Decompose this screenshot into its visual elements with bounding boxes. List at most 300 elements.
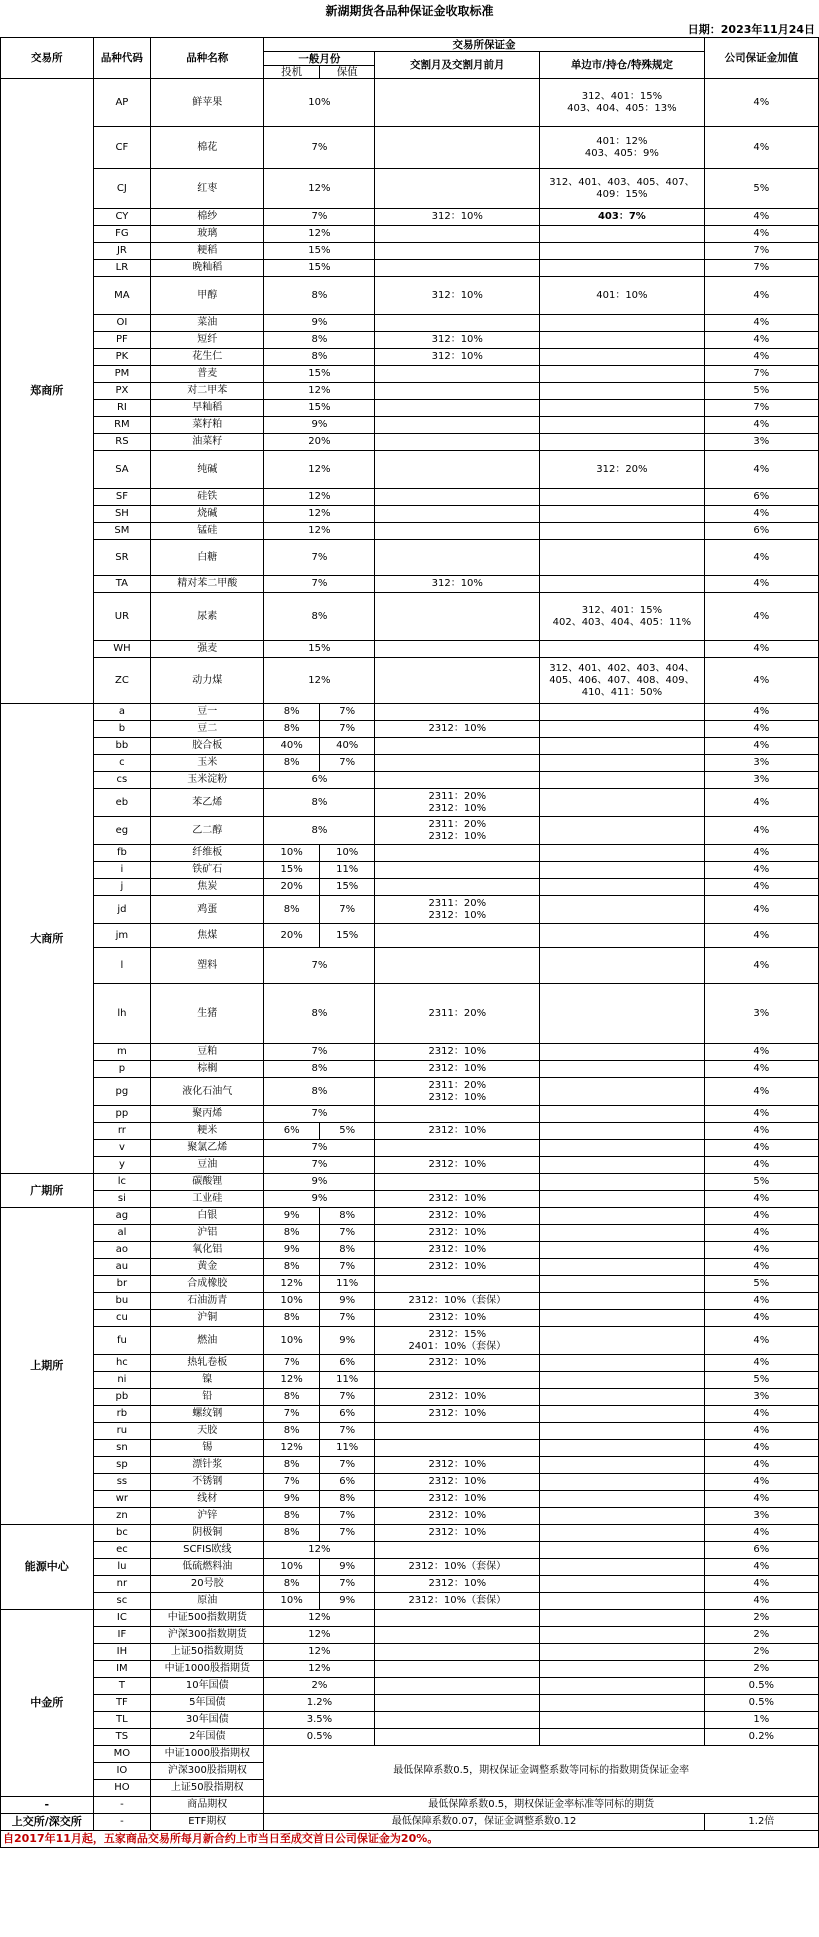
company-add-cell: 7%: [704, 260, 818, 277]
table-row: [1, 1559, 819, 1576]
spec-margin-cell: 7%: [264, 1474, 320, 1491]
code-cell: j: [93, 879, 151, 896]
delivery-margin-cell: [375, 434, 540, 451]
code-cell: ec: [93, 1542, 151, 1559]
table-row: [1, 789, 819, 817]
delivery-margin-cell: [375, 879, 540, 896]
table-row: [1, 1406, 819, 1423]
name-cell: 纤维板: [151, 845, 264, 862]
code-cell: jm: [93, 924, 151, 948]
company-add-cell: 2%: [704, 1627, 818, 1644]
delivery-margin-cell: [375, 506, 540, 523]
company-add-cell: 2%: [704, 1644, 818, 1661]
spec-margin-cell: 8%: [264, 1576, 320, 1593]
company-add-cell: 0.5%: [704, 1678, 818, 1695]
table-row: [1, 1106, 819, 1123]
table-row: [1, 1157, 819, 1174]
spec-margin-cell: 8%: [264, 704, 320, 721]
delivery-margin-cell: [375, 1276, 540, 1293]
company-add-cell: 4%: [704, 1491, 818, 1508]
code-cell: br: [93, 1276, 151, 1293]
general-margin-cell: 12%: [264, 451, 375, 489]
delivery-margin-cell: [375, 948, 540, 984]
name-cell: 塑料: [151, 948, 264, 984]
special-rule-cell: [540, 332, 705, 349]
code-cell: v: [93, 1140, 151, 1157]
company-add-cell: 5%: [704, 1276, 818, 1293]
name-cell: 天胶: [151, 1423, 264, 1440]
spec-margin-cell: 20%: [264, 879, 320, 896]
general-margin-cell: 8%: [264, 593, 375, 641]
name-cell: 白银: [151, 1208, 264, 1225]
general-margin-cell: 12%: [264, 1542, 375, 1559]
code-cell: MA: [93, 277, 151, 315]
code-cell: PX: [93, 383, 151, 400]
code-cell: TL: [93, 1712, 151, 1729]
table-row: [1, 1355, 819, 1372]
option-note-cell: 最低保障系数0.5，期权保证金率标准等同标的期货: [264, 1797, 819, 1814]
code-cell: bc: [93, 1525, 151, 1542]
delivery-margin-cell: 312：10%: [375, 576, 540, 593]
spec-margin-cell: 8%: [264, 1310, 320, 1327]
delivery-margin-cell: [375, 1542, 540, 1559]
code-cell: IF: [93, 1627, 151, 1644]
table-row: [1, 383, 819, 400]
general-margin-cell: 6%: [264, 772, 375, 789]
spec-margin-cell: 20%: [264, 924, 320, 948]
delivery-margin-cell: 2312：10%（套保）: [375, 1293, 540, 1310]
name-cell: 粳米: [151, 1123, 264, 1140]
delivery-margin-cell: [375, 523, 540, 540]
table-row: [1, 1174, 819, 1191]
table-row: [1, 1327, 819, 1355]
name-cell: 纯碱: [151, 451, 264, 489]
special-rule-cell: [540, 434, 705, 451]
table-row: [1, 1627, 819, 1644]
col-exchange: 交易所: [1, 38, 94, 79]
hedge-margin-cell: 7%: [319, 1259, 375, 1276]
general-margin-cell: 12%: [264, 658, 375, 704]
table-row: [1, 400, 819, 417]
code-cell: -: [93, 1797, 151, 1814]
special-rule-cell: [540, 1457, 705, 1474]
name-cell: 油菜籽: [151, 434, 264, 451]
general-margin-cell: 7%: [264, 948, 375, 984]
company-add-cell: 4%: [704, 1157, 818, 1174]
table-row: [1, 1525, 819, 1542]
special-rule-cell: [540, 1423, 705, 1440]
spec-margin-cell: 8%: [264, 1423, 320, 1440]
name-cell: 玉米淀粉: [151, 772, 264, 789]
special-rule-cell: 312、401：15% 402、403、404、405：11%: [540, 593, 705, 641]
delivery-margin-cell: 2312：10%: [375, 1406, 540, 1423]
general-margin-cell: 7%: [264, 1106, 375, 1123]
name-cell: 石油沥青: [151, 1293, 264, 1310]
name-cell: 短纤: [151, 332, 264, 349]
company-add-cell: 4%: [704, 1474, 818, 1491]
table-row: [1, 641, 819, 658]
company-add-cell: 4%: [704, 1576, 818, 1593]
spec-margin-cell: 12%: [264, 1276, 320, 1293]
table-row: [1, 523, 819, 540]
hedge-margin-cell: 9%: [319, 1559, 375, 1576]
spec-margin-cell: 8%: [264, 1389, 320, 1406]
table-row: [1, 127, 819, 169]
report-date: 日期：2023年11月24日: [687, 23, 815, 36]
delivery-margin-cell: [375, 1610, 540, 1627]
table-row: [1, 738, 819, 755]
name-cell: 铁矿石: [151, 862, 264, 879]
delivery-margin-cell: [375, 243, 540, 260]
code-cell: sp: [93, 1457, 151, 1474]
special-rule-cell: [540, 383, 705, 400]
delivery-margin-cell: 312：10%: [375, 277, 540, 315]
general-margin-cell: 7%: [264, 576, 375, 593]
special-rule-cell: [540, 1242, 705, 1259]
table-row: [1, 277, 819, 315]
code-cell: l: [93, 948, 151, 984]
col-delivery: 交割月及交割月前月: [375, 52, 540, 79]
delivery-margin-cell: 2312：15% 2401：10%（套保）: [375, 1327, 540, 1355]
delivery-margin-cell: 312：10%: [375, 332, 540, 349]
code-cell: rr: [93, 1123, 151, 1140]
delivery-margin-cell: [375, 1729, 540, 1746]
name-cell: 中证1000股指期货: [151, 1661, 264, 1678]
col-unilateral: 单边市/持仓/特殊规定: [540, 52, 705, 79]
general-margin-cell: 12%: [264, 1644, 375, 1661]
table-row: [1, 1044, 819, 1061]
company-add-cell: 4%: [704, 817, 818, 845]
hedge-margin-cell: 6%: [319, 1406, 375, 1423]
code-cell: c: [93, 755, 151, 772]
special-rule-cell: [540, 1474, 705, 1491]
delivery-margin-cell: [375, 400, 540, 417]
code-cell: IM: [93, 1661, 151, 1678]
spec-margin-cell: 10%: [264, 1327, 320, 1355]
general-margin-cell: 12%: [264, 383, 375, 400]
table-row: [1, 1389, 819, 1406]
special-rule-cell: [540, 1276, 705, 1293]
delivery-margin-cell: 2311：20% 2312：10%: [375, 896, 540, 924]
spec-margin-cell: 8%: [264, 1457, 320, 1474]
delivery-margin-cell: 2312：10%: [375, 1474, 540, 1491]
name-cell: ETF期权: [151, 1814, 264, 1831]
hedge-margin-cell: 7%: [319, 1310, 375, 1327]
name-cell: 不锈钢: [151, 1474, 264, 1491]
special-rule-cell: [540, 1389, 705, 1406]
code-cell: bb: [93, 738, 151, 755]
special-rule-cell: [540, 862, 705, 879]
table-row: [1, 1797, 819, 1814]
table-row: [1, 1814, 819, 1831]
name-cell: 上证50指数期货: [151, 1644, 264, 1661]
name-cell: 鲜苹果: [151, 79, 264, 127]
table-row: [1, 417, 819, 434]
company-add-cell: 4%: [704, 1044, 818, 1061]
company-add-cell: 4%: [704, 1593, 818, 1610]
special-rule-cell: [540, 755, 705, 772]
table-row: [1, 1440, 819, 1457]
name-cell: 鸡蛋: [151, 896, 264, 924]
name-cell: 燃油: [151, 1327, 264, 1355]
hedge-margin-cell: 7%: [319, 1225, 375, 1242]
table-row: [1, 576, 819, 593]
special-rule-cell: [540, 704, 705, 721]
name-cell: 上证50股指期权: [151, 1780, 264, 1797]
special-rule-cell: [540, 1508, 705, 1525]
general-margin-cell: 9%: [264, 315, 375, 332]
special-rule-cell: [540, 1174, 705, 1191]
delivery-margin-cell: [375, 755, 540, 772]
company-add-cell: 4%: [704, 1259, 818, 1276]
delivery-margin-cell: [375, 489, 540, 506]
special-rule-cell: [540, 1525, 705, 1542]
table-row: [1, 658, 819, 704]
delivery-margin-cell: [375, 1106, 540, 1123]
hedge-margin-cell: 7%: [319, 1457, 375, 1474]
code-cell: sn: [93, 1440, 151, 1457]
spec-margin-cell: 40%: [264, 738, 320, 755]
code-cell: JR: [93, 243, 151, 260]
special-rule-cell: [540, 1610, 705, 1627]
special-rule-cell: [540, 506, 705, 523]
code-cell: au: [93, 1259, 151, 1276]
code-cell: TF: [93, 1695, 151, 1712]
table-row: [1, 1140, 819, 1157]
table-row: [1, 1061, 819, 1078]
spec-margin-cell: 7%: [264, 1406, 320, 1423]
special-rule-cell: 312、401：15% 403、404、405：13%: [540, 79, 705, 127]
company-add-cell: 4%: [704, 1242, 818, 1259]
code-cell: FG: [93, 226, 151, 243]
company-add-cell: 4%: [704, 658, 818, 704]
company-add-cell: 4%: [704, 417, 818, 434]
spec-margin-cell: 6%: [264, 1123, 320, 1140]
special-rule-cell: [540, 1310, 705, 1327]
code-cell: RI: [93, 400, 151, 417]
special-rule-cell: [540, 1044, 705, 1061]
name-cell: 沪铝: [151, 1225, 264, 1242]
general-margin-cell: 9%: [264, 1174, 375, 1191]
general-margin-cell: 3.5%: [264, 1712, 375, 1729]
spec-margin-cell: 10%: [264, 1593, 320, 1610]
code-cell: OI: [93, 315, 151, 332]
table-row: [1, 1191, 819, 1208]
col-name: 品种名称: [151, 38, 264, 79]
general-margin-cell: 15%: [264, 260, 375, 277]
special-rule-cell: [540, 1061, 705, 1078]
special-rule-cell: [540, 366, 705, 383]
general-margin-cell: 8%: [264, 817, 375, 845]
name-cell: 锰硅: [151, 523, 264, 540]
table-row: [1, 332, 819, 349]
code-cell: pb: [93, 1389, 151, 1406]
company-add-cell: 2%: [704, 1661, 818, 1678]
delivery-margin-cell: 312：10%: [375, 209, 540, 226]
special-rule-cell: [540, 984, 705, 1044]
company-add-cell: 4%: [704, 845, 818, 862]
code-cell: SR: [93, 540, 151, 576]
table-row: [1, 1695, 819, 1712]
name-cell: 10年国债: [151, 1678, 264, 1695]
company-add-cell: 3%: [704, 1389, 818, 1406]
code-cell: b: [93, 721, 151, 738]
name-cell: SCFIS欧线: [151, 1542, 264, 1559]
name-cell: 黄金: [151, 1259, 264, 1276]
delivery-margin-cell: 2312：10%（套保）: [375, 1593, 540, 1610]
spec-margin-cell: 8%: [264, 755, 320, 772]
table-row: [1, 540, 819, 576]
exchange-cell: 能源中心: [1, 1525, 94, 1610]
table-row: [1, 1491, 819, 1508]
delivery-margin-cell: [375, 260, 540, 277]
name-cell: 工业硅: [151, 1191, 264, 1208]
special-rule-cell: [540, 1157, 705, 1174]
code-cell: WH: [93, 641, 151, 658]
name-cell: 沪锌: [151, 1508, 264, 1525]
name-cell: 玉米: [151, 755, 264, 772]
hedge-margin-cell: 6%: [319, 1355, 375, 1372]
table-row: [1, 948, 819, 984]
delivery-margin-cell: [375, 1440, 540, 1457]
name-cell: 豆粕: [151, 1044, 264, 1061]
delivery-margin-cell: [375, 1627, 540, 1644]
name-cell: 液化石油气: [151, 1078, 264, 1106]
table-row: [1, 704, 819, 721]
delivery-margin-cell: [375, 1661, 540, 1678]
name-cell: 低硫燃料油: [151, 1559, 264, 1576]
name-cell: 热轧卷板: [151, 1355, 264, 1372]
special-rule-cell: 312、401、402、403、404、 405、406、407、408、409、 410、411：50%: [540, 658, 705, 704]
code-cell: PF: [93, 332, 151, 349]
exchange-cell: 上交所/深交所: [1, 1814, 94, 1831]
spec-margin-cell: 10%: [264, 1293, 320, 1310]
table-row: [1, 1310, 819, 1327]
table-row: [1, 1372, 819, 1389]
col-company-add: 公司保证金加值: [704, 38, 818, 79]
code-cell: si: [93, 1191, 151, 1208]
name-cell: 强麦: [151, 641, 264, 658]
special-rule-cell: [540, 576, 705, 593]
company-add-cell: 1%: [704, 1712, 818, 1729]
table-row: [1, 366, 819, 383]
company-add-cell: 4%: [704, 896, 818, 924]
general-margin-cell: 8%: [264, 789, 375, 817]
delivery-margin-cell: [375, 1712, 540, 1729]
special-rule-cell: [540, 1593, 705, 1610]
code-cell: HO: [93, 1780, 151, 1797]
name-cell: 螺纹钢: [151, 1406, 264, 1423]
table-row: [1, 1644, 819, 1661]
table-row: [1, 817, 819, 845]
code-cell: al: [93, 1225, 151, 1242]
spec-margin-cell: 7%: [264, 1355, 320, 1372]
special-rule-cell: [540, 1576, 705, 1593]
general-margin-cell: 12%: [264, 489, 375, 506]
code-cell: y: [93, 1157, 151, 1174]
col-exchange-margin: 交易所保证金: [264, 38, 704, 52]
delivery-margin-cell: 2311：20%: [375, 984, 540, 1044]
special-rule-cell: [540, 1542, 705, 1559]
company-add-cell: 5%: [704, 1174, 818, 1191]
code-cell: UR: [93, 593, 151, 641]
delivery-margin-cell: 2312：10%: [375, 1310, 540, 1327]
general-margin-cell: 8%: [264, 332, 375, 349]
code-cell: ru: [93, 1423, 151, 1440]
code-cell: SM: [93, 523, 151, 540]
hedge-margin-cell: 8%: [319, 1491, 375, 1508]
special-rule-cell: [540, 1678, 705, 1695]
company-add-cell: 4%: [704, 924, 818, 948]
delivery-margin-cell: 2312：10%: [375, 1508, 540, 1525]
table-row: [1, 1474, 819, 1491]
special-rule-cell: [540, 1225, 705, 1242]
hedge-margin-cell: 40%: [319, 738, 375, 755]
spec-margin-cell: 9%: [264, 1491, 320, 1508]
name-cell: 精对苯二甲酸: [151, 576, 264, 593]
spec-margin-cell: 10%: [264, 1559, 320, 1576]
company-add-cell: 4%: [704, 593, 818, 641]
table-row: [1, 1729, 819, 1746]
general-margin-cell: 12%: [264, 506, 375, 523]
company-add-cell: 4%: [704, 1457, 818, 1474]
name-cell: 棕榈: [151, 1061, 264, 1078]
delivery-margin-cell: [375, 862, 540, 879]
special-rule-cell: [540, 540, 705, 576]
exchange-cell: 郑商所: [1, 79, 94, 704]
name-cell: 尿素: [151, 593, 264, 641]
company-add-cell: 4%: [704, 1106, 818, 1123]
table-row: [1, 845, 819, 862]
special-rule-cell: [540, 243, 705, 260]
delivery-margin-cell: 2312：10%（套保）: [375, 1559, 540, 1576]
delivery-margin-cell: [375, 540, 540, 576]
delivery-margin-cell: [375, 924, 540, 948]
code-cell: cs: [93, 772, 151, 789]
delivery-margin-cell: 2312：10%: [375, 1576, 540, 1593]
code-cell: cu: [93, 1310, 151, 1327]
name-cell: 铅: [151, 1389, 264, 1406]
special-rule-cell: [540, 845, 705, 862]
hedge-margin-cell: 9%: [319, 1327, 375, 1355]
special-rule-cell: [540, 1729, 705, 1746]
company-add-cell: 4%: [704, 704, 818, 721]
delivery-margin-cell: [375, 417, 540, 434]
name-cell: 菜籽粕: [151, 417, 264, 434]
special-rule-cell: 401：12% 403、405：9%: [540, 127, 705, 169]
delivery-margin-cell: 2311：20% 2312：10%: [375, 1078, 540, 1106]
delivery-margin-cell: [375, 1174, 540, 1191]
company-add-cell: 6%: [704, 489, 818, 506]
name-cell: 粳稻: [151, 243, 264, 260]
margin-table: [0, 37, 819, 1831]
special-rule-cell: [540, 1644, 705, 1661]
table-row: [1, 1078, 819, 1106]
delivery-margin-cell: [375, 593, 540, 641]
company-add-cell: 4%: [704, 332, 818, 349]
table-body: [1, 79, 819, 1831]
hedge-margin-cell: 8%: [319, 1208, 375, 1225]
hedge-margin-cell: 10%: [319, 845, 375, 862]
special-rule-cell: 312、401、403、405、407、 409：15%: [540, 169, 705, 209]
name-cell: 胶合板: [151, 738, 264, 755]
code-cell: eb: [93, 789, 151, 817]
exchange-cell: 大商所: [1, 704, 94, 1174]
company-add-cell: 4%: [704, 506, 818, 523]
special-rule-cell: [540, 260, 705, 277]
delivery-margin-cell: [375, 366, 540, 383]
code-cell: RS: [93, 434, 151, 451]
